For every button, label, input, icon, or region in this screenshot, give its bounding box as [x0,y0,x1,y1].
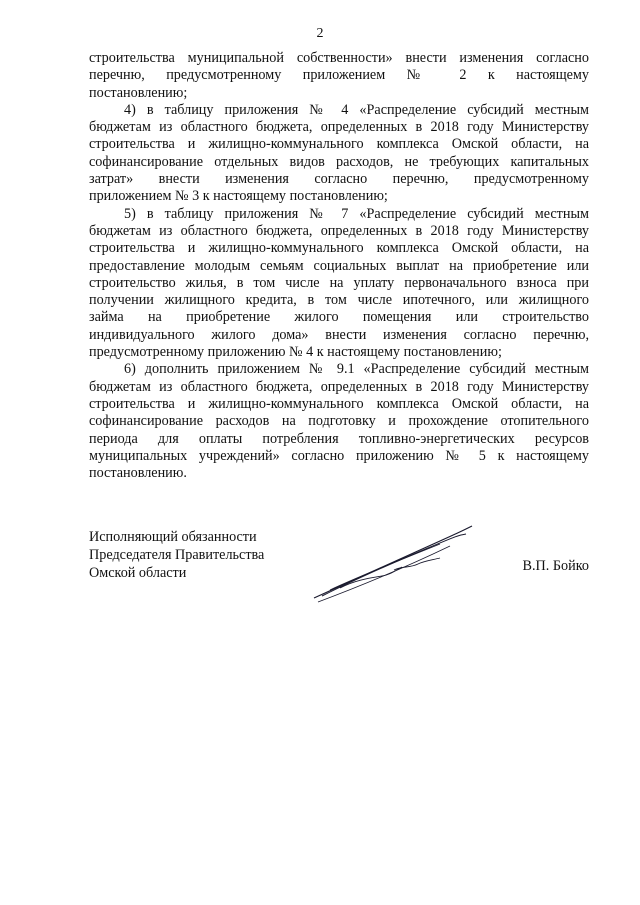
page-number: 2 [316,26,324,41]
text-line: предоставление молодым семьям социальных выплат на приобретение или [89,257,589,274]
text-line: бюджетам из областного бюджета, определенных в 2018 году Министерству [89,119,589,136]
signatory-position-line: Председателя Правительства [89,547,265,563]
signatory-name: В.П. Бойко [522,558,589,574]
text-line: приложением № 3 к настоящему постановлению; [89,188,388,205]
text-line: строительство жилья, в том числе на уплату первоначального взноса при [89,274,589,291]
text-line: бюджетам из областного бюджета, определенных в 2018 году Министерству [89,378,589,395]
signatory-position-line: Исполняющий обязанности [89,529,257,545]
text-line: предусмотренному приложению № 4 к настоящему постановлению; [89,344,502,361]
text-line: строительства и жилищно-коммунального комплекса Омской области, на [89,395,589,412]
text-line: постановлению; [89,84,188,101]
text-line: периода для оплаты потребления топливно-энергетических ресурсов [89,430,589,447]
text-line: строительства и жилищно-коммунального комплекса Омской области, на [89,136,589,153]
text-line: строительства муниципальной собственности» внести изменения согласно [89,50,589,66]
text-line: постановлению. [89,465,187,482]
text-line: 6) дополнить приложением № 9.1 «Распределение субсидий местным [124,361,589,378]
text-line: затрат» внести изменения согласно перечню, предусмотренному [89,171,589,188]
text-line: получении жилищного кредита, в том числе ипотечного, или жилищного [89,292,589,309]
text-line: бюджетам из областного бюджета, определенных в 2018 году Министерству [89,222,589,239]
document-body [89,50,589,482]
text-line: индивидуального жилого дома» внести изменения согласно перечню, [89,326,589,343]
handwritten-signature [310,520,480,605]
text-line: займа на приобретение жилого помещения или строительство [89,309,589,326]
signatory-position-line: Омской области [89,565,187,581]
text-line: перечню, предусмотренному приложением № 2 к настоящему [89,67,589,84]
text-line: строительства и жилищно-коммунального комплекса Омской области, на [89,240,589,257]
text-line: муниципальных учреждений» согласно приложению № 5 к настоящему [89,447,589,464]
text-line: софинансирование отдельных видов расходов, не требующих капитальных [89,153,589,170]
text-line: софинансирование расходов на подготовку и прохождение отопительного [89,413,589,430]
text-line: 4) в таблицу приложения № 4 «Распределение субсидий местным [124,101,589,118]
text-line: 5) в таблицу приложения № 7 «Распределение субсидий местным [124,205,589,222]
